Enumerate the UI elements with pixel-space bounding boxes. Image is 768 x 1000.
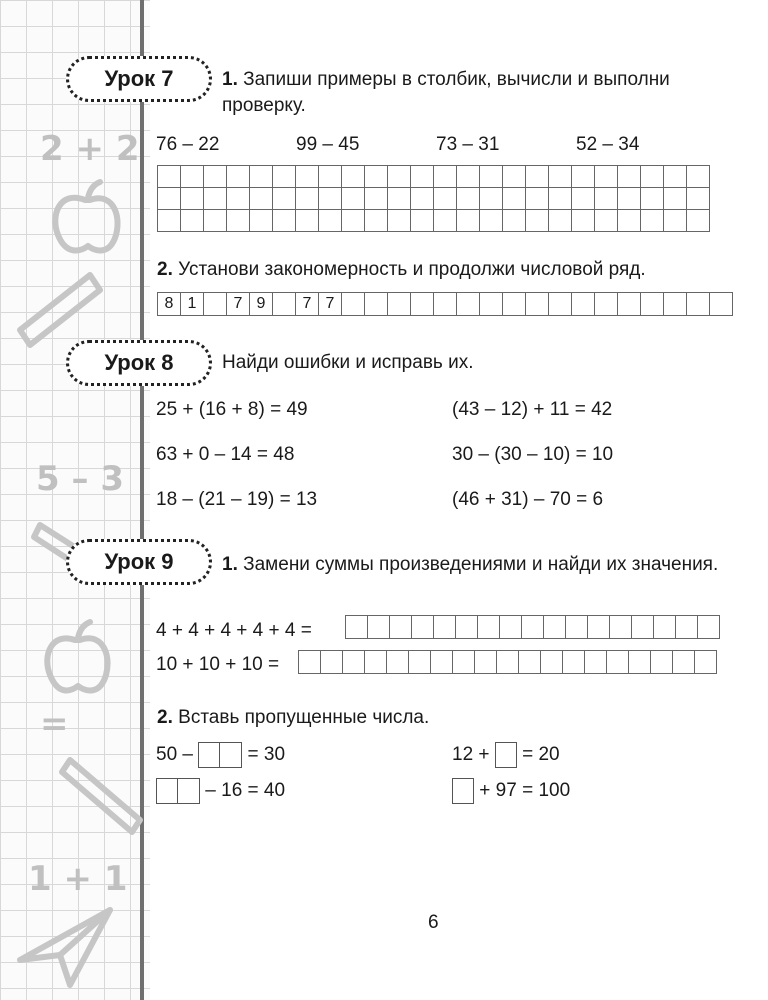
grid-cell[interactable] <box>641 166 664 188</box>
sequence-cell[interactable]: 8 <box>158 293 181 316</box>
grid-cell[interactable] <box>522 616 544 639</box>
grid-cell[interactable] <box>566 616 588 639</box>
task-number: 2. <box>157 259 173 280</box>
grid-cell[interactable] <box>610 616 632 639</box>
missing-number-equation: + 97 = 100 <box>452 778 570 804</box>
grid-cell[interactable] <box>387 651 409 674</box>
sequence-cell[interactable] <box>641 293 664 316</box>
sequence-cell[interactable] <box>572 293 595 316</box>
missing-number-equation: – 16 = 40 <box>156 778 285 804</box>
task-instruction: Найди ошибки и исправь их. <box>222 352 474 373</box>
grid-cell[interactable] <box>549 166 572 188</box>
grid-cell[interactable] <box>457 166 480 188</box>
grid-cell[interactable] <box>503 166 526 188</box>
task-text <box>157 705 429 731</box>
sequence-cell[interactable] <box>342 293 365 316</box>
grid-cell[interactable] <box>618 166 641 188</box>
grid-cell[interactable] <box>342 188 365 210</box>
sequence-cell[interactable] <box>204 293 227 316</box>
grid-cell[interactable] <box>390 616 412 639</box>
page-number: 6 <box>428 912 439 933</box>
equation: 63 + 0 – 14 = 48 <box>156 444 295 465</box>
grid-cell[interactable] <box>503 188 526 210</box>
grid-cell[interactable] <box>687 210 710 232</box>
answer-grid[interactable] <box>157 165 710 232</box>
doodle-text: 1 + 1 <box>28 859 128 899</box>
sequence-cell[interactable]: 7 <box>319 293 342 316</box>
grid-cell[interactable] <box>296 188 319 210</box>
grid-cell[interactable] <box>541 651 563 674</box>
answer-box[interactable] <box>220 742 242 768</box>
grid-cell[interactable] <box>319 166 342 188</box>
grid-cell[interactable] <box>572 188 595 210</box>
grid-cell[interactable] <box>687 188 710 210</box>
grid-cell[interactable] <box>632 616 654 639</box>
grid-cell[interactable] <box>321 651 343 674</box>
grid-cell[interactable] <box>319 210 342 232</box>
sequence-cell[interactable] <box>365 293 388 316</box>
grid-cell[interactable] <box>365 188 388 210</box>
margin-doodles <box>0 0 150 1000</box>
sequence-cell[interactable] <box>273 293 296 316</box>
grid-cell[interactable] <box>497 651 519 674</box>
example: 99 – 45 <box>296 134 360 155</box>
sequence-cell[interactable] <box>687 293 710 316</box>
equation: (43 – 12) + 11 = 42 <box>452 399 613 420</box>
grid-cell[interactable] <box>431 651 453 674</box>
grid-cell[interactable] <box>342 210 365 232</box>
task-instruction: Вставь пропущенные числа. <box>178 707 430 728</box>
task-number: 1. <box>222 554 238 575</box>
lesson-badge: Урок 7 <box>66 56 212 102</box>
sequence-cell[interactable] <box>457 293 480 316</box>
ruler-icon <box>62 760 140 832</box>
task-instruction: Установи закономерность и продолжи числовой ряд. <box>178 259 646 280</box>
grid-cell[interactable] <box>273 188 296 210</box>
grid-cell[interactable] <box>457 210 480 232</box>
grid-cell[interactable] <box>664 188 687 210</box>
missing-number-equation: 12 + = 20 <box>452 742 560 768</box>
grid-cell[interactable] <box>526 210 549 232</box>
equation: (46 + 31) – 70 = 6 <box>452 489 604 510</box>
sequence-cell[interactable] <box>388 293 411 316</box>
missing-number-equation: 50 – = 30 <box>156 742 285 768</box>
grid-cell[interactable] <box>664 210 687 232</box>
answer-cells[interactable] <box>298 650 717 674</box>
answer-box[interactable] <box>495 742 517 768</box>
task-text <box>222 67 722 119</box>
grid-cell[interactable] <box>480 210 503 232</box>
equation: 30 – (30 – 10) = 10 <box>452 444 614 465</box>
sum-expression: 4 + 4 + 4 + 4 + 4 = <box>156 620 312 641</box>
grid-cell[interactable] <box>698 616 720 639</box>
grid-cell[interactable] <box>365 166 388 188</box>
grid-cell[interactable] <box>250 166 273 188</box>
grid-cell[interactable] <box>641 210 664 232</box>
grid-cell[interactable] <box>296 210 319 232</box>
grid-cell[interactable] <box>500 616 522 639</box>
answer-box[interactable] <box>198 742 220 768</box>
grid-cell[interactable] <box>695 651 717 674</box>
grid-cell[interactable] <box>181 188 204 210</box>
grid-cell[interactable] <box>299 651 321 674</box>
task-number: 1. <box>222 69 238 90</box>
grid-cell[interactable] <box>673 651 695 674</box>
sequence-cell[interactable]: 7 <box>227 293 250 316</box>
grid-cell[interactable] <box>503 210 526 232</box>
grid-cell[interactable] <box>595 210 618 232</box>
grid-cell[interactable] <box>618 188 641 210</box>
grid-cell[interactable] <box>544 616 566 639</box>
grid-cell[interactable] <box>549 210 572 232</box>
task-instruction: Запиши примеры в столбик, вычисли и выполни проверку. <box>222 69 670 116</box>
number-sequence-grid[interactable] <box>157 292 733 316</box>
task-instruction: Замени суммы произведениями и найди их значения. <box>243 554 719 575</box>
grid-cell[interactable] <box>227 210 250 232</box>
grid-cell[interactable] <box>687 166 710 188</box>
grid-cell[interactable] <box>409 651 431 674</box>
ruler-icon <box>20 275 100 345</box>
grid-cell[interactable] <box>388 210 411 232</box>
equation: 25 + (16 + 8) = 49 <box>156 399 308 420</box>
grid-cell[interactable] <box>365 210 388 232</box>
grid-cell[interactable] <box>478 616 500 639</box>
sequence-cell[interactable]: 7 <box>296 293 319 316</box>
grid-cell[interactable] <box>572 166 595 188</box>
grid-cell[interactable] <box>250 210 273 232</box>
grid-cell[interactable] <box>411 188 434 210</box>
grid-cell[interactable] <box>434 188 457 210</box>
doodle-text: 5 – 3 <box>36 459 124 499</box>
grid-cell[interactable] <box>342 166 365 188</box>
grid-cell[interactable] <box>346 616 368 639</box>
grid-cell[interactable] <box>434 616 456 639</box>
grid-cell[interactable] <box>453 651 475 674</box>
grid-cell[interactable] <box>204 210 227 232</box>
equation: 18 – (21 – 19) = 13 <box>156 489 318 510</box>
grid-cell[interactable] <box>434 166 457 188</box>
grid-cell[interactable] <box>343 651 365 674</box>
sequence-cell[interactable] <box>411 293 434 316</box>
sequence-cell[interactable] <box>503 293 526 316</box>
apple-icon <box>47 638 107 690</box>
grid-cell[interactable] <box>227 188 250 210</box>
lesson-badge: Урок 9 <box>66 539 212 585</box>
grid-cell[interactable] <box>607 651 629 674</box>
answer-box[interactable] <box>178 778 200 804</box>
grid-cell[interactable] <box>204 188 227 210</box>
answer-cells[interactable] <box>345 615 720 639</box>
grid-cell[interactable] <box>388 166 411 188</box>
task-text <box>222 552 720 578</box>
task-number: 2. <box>157 707 173 728</box>
grid-cell[interactable] <box>588 616 610 639</box>
grid-cell[interactable] <box>629 651 651 674</box>
grid-cell[interactable] <box>475 651 497 674</box>
lesson-badge: Урок 8 <box>66 340 212 386</box>
grid-cell[interactable] <box>319 188 342 210</box>
grid-cell[interactable] <box>563 651 585 674</box>
grid-cell[interactable] <box>676 616 698 639</box>
example: 73 – 31 <box>436 134 500 155</box>
grid-cell[interactable] <box>250 188 273 210</box>
example: 76 – 22 <box>156 134 220 155</box>
grid-cell[interactable] <box>456 616 478 639</box>
example: 52 – 34 <box>576 134 640 155</box>
grid-cell[interactable] <box>572 210 595 232</box>
grid-cell[interactable] <box>641 188 664 210</box>
answer-box[interactable] <box>156 778 178 804</box>
grid-cell[interactable] <box>480 188 503 210</box>
grid-cell[interactable] <box>585 651 607 674</box>
grid-cell[interactable] <box>549 188 572 210</box>
sequence-cell[interactable] <box>434 293 457 316</box>
grid-cell[interactable] <box>434 210 457 232</box>
grid-cell[interactable] <box>273 210 296 232</box>
answer-box[interactable] <box>452 778 474 804</box>
sequence-cell[interactable] <box>595 293 618 316</box>
grid-cell[interactable] <box>457 188 480 210</box>
sequence-cell[interactable] <box>526 293 549 316</box>
grid-cell[interactable] <box>204 166 227 188</box>
sequence-cell[interactable] <box>480 293 503 316</box>
grid-cell[interactable] <box>296 166 319 188</box>
grid-cell[interactable] <box>595 166 618 188</box>
grid-cell[interactable] <box>158 210 181 232</box>
sequence-cell[interactable] <box>664 293 687 316</box>
grid-cell[interactable] <box>273 166 296 188</box>
doodle-text: 2 + 2 <box>40 129 140 169</box>
apple-icon <box>55 198 117 251</box>
sequence-cell[interactable]: 1 <box>181 293 204 316</box>
grid-cell[interactable] <box>412 616 434 639</box>
grid-cell[interactable] <box>181 166 204 188</box>
grid-cell[interactable] <box>227 166 250 188</box>
sequence-cell[interactable] <box>549 293 572 316</box>
grid-cell[interactable] <box>411 166 434 188</box>
sequence-cell[interactable]: 9 <box>250 293 273 316</box>
grid-cell[interactable] <box>664 166 687 188</box>
grid-cell[interactable] <box>519 651 541 674</box>
grid-cell[interactable] <box>158 166 181 188</box>
sequence-cell[interactable] <box>710 293 733 316</box>
grid-cell[interactable] <box>365 651 387 674</box>
task-text <box>157 257 646 283</box>
grid-cell[interactable] <box>411 210 434 232</box>
grid-cell[interactable] <box>388 188 411 210</box>
grid-cell[interactable] <box>618 210 641 232</box>
sequence-cell[interactable] <box>618 293 641 316</box>
grid-cell[interactable] <box>368 616 390 639</box>
grid-cell[interactable] <box>181 210 204 232</box>
grid-cell[interactable] <box>654 616 676 639</box>
sum-expression: 10 + 10 + 10 = <box>156 654 280 675</box>
grid-cell[interactable] <box>158 188 181 210</box>
grid-cell[interactable] <box>526 166 549 188</box>
grid-cell[interactable] <box>651 651 673 674</box>
grid-cell[interactable] <box>595 188 618 210</box>
doodle-text: = <box>40 704 69 744</box>
grid-cell[interactable] <box>526 188 549 210</box>
grid-cell[interactable] <box>480 166 503 188</box>
